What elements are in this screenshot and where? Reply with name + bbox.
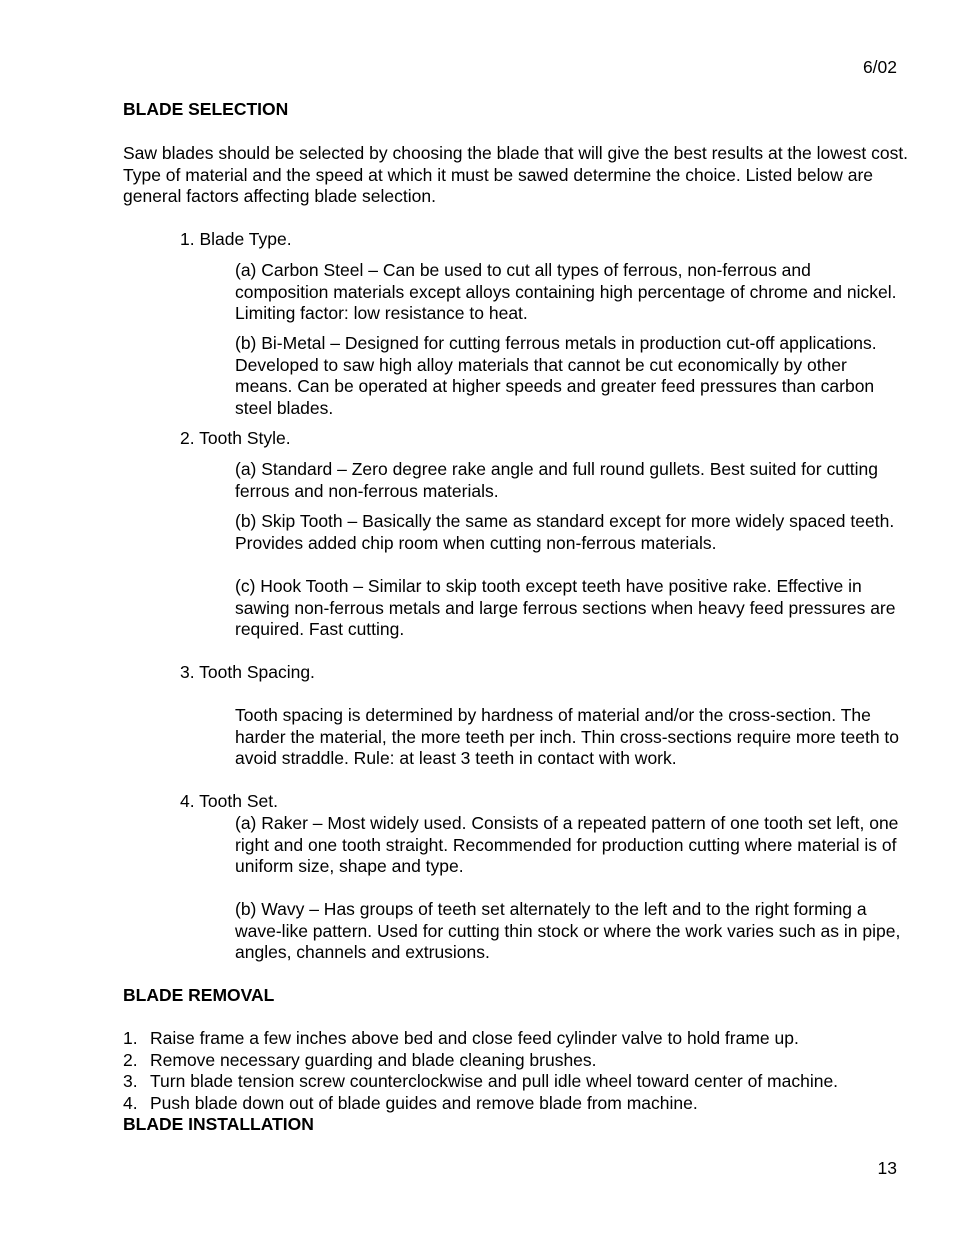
sub-hook-tooth: (c) Hook Tooth – Similar to skip tooth except teeth have positive rake. Effective in sawing non-ferrous metals and large ferrous sections when heavy feed pressures are required. Fast cutting. — [235, 576, 896, 640]
removal-steps-list — [123, 1028, 838, 1114]
sub-tooth-spacing-text: Tooth spacing is determined by hardness of material and/or the cross-section. The harder the material, the more teeth per inch. Thin cross-sections require more teeth to avoid straddle. Rule: at least 3 teeth in contact with work. — [235, 705, 900, 769]
list-item — [123, 1050, 838, 1072]
step-number: 4. — [123, 1092, 138, 1113]
item-tooth-set: 4. Tooth Set. — [180, 791, 278, 811]
step-text: Raise frame a few inches above bed and close feed cylinder valve to hold frame up. — [150, 1028, 799, 1048]
section-heading-blade-installation: BLADE INSTALLATION — [123, 1114, 314, 1134]
page-number: 13 — [877, 1158, 897, 1178]
step-text: Push blade down out of blade guides and remove blade from machine. — [150, 1092, 698, 1113]
item-blade-type: 1. Blade Type. — [180, 229, 292, 249]
list-item — [123, 1071, 838, 1093]
item-tooth-style: 2. Tooth Style. — [180, 428, 291, 448]
page-date: 6/02 — [862, 57, 897, 77]
sub-raker: (a) Raker – Most widely used. Consists of a repeated pattern of one tooth set left, one right and one tooth straight. Recommended for production cutting where material is of uniform size, shape and type. — [235, 813, 899, 877]
sub-bi-metal: (b) Bi-Metal – Designed for cutting ferrous metals in production cut-off applications. Developed to saw high alloy materials that cannot be cut economically by other means. Can be operated at higher speeds and greater feed pressures than carbon steel blades. — [235, 333, 877, 418]
step-number: 3. — [123, 1071, 138, 1092]
section-heading-blade-removal: BLADE REMOVAL — [123, 985, 275, 1005]
sub-carbon-steel: (a) Carbon Steel – Can be used to cut all types of ferrous, non-ferrous and composition materials except alloys containing high percentage of chrome and nickel. Limiting factor: low resistance to heat. — [235, 260, 897, 324]
step-number: 1. — [123, 1028, 138, 1048]
sub-wavy: (b) Wavy – Has groups of teeth set alternately to the left and to the right forming a wave-like pattern. Used for cutting thin stock or where the work varies such as in pipe, angles, channels and extrusions. — [235, 899, 901, 963]
sub-skip-tooth: (b) Skip Tooth – Basically the same as standard except for more widely spaced teeth. Provides added chip room when cutting non-ferrous materials. — [235, 511, 895, 553]
step-text: Remove necessary guarding and blade cleaning brushes. — [150, 1049, 597, 1070]
item-tooth-spacing: 3. Tooth Spacing. — [180, 662, 315, 682]
step-number: 2. — [123, 1049, 138, 1070]
section-heading-blade-selection: BLADE SELECTION — [123, 99, 289, 119]
intro-paragraph: Saw blades should be selected by choosing the blade that will give the best results at the lowest cost. Type of material and the speed at which it must be sawed determine the choice. Listed below are general factors affecting blade selection. — [123, 143, 909, 207]
sub-standard: (a) Standard – Zero degree rake angle and full round gullets. Best suited for cutting ferrous and non-ferrous materials. — [235, 459, 879, 501]
list-item — [123, 1028, 838, 1050]
list-item — [123, 1093, 838, 1115]
step-text: Turn blade tension screw counterclockwise and pull idle wheel toward center of machine. — [150, 1071, 839, 1092]
